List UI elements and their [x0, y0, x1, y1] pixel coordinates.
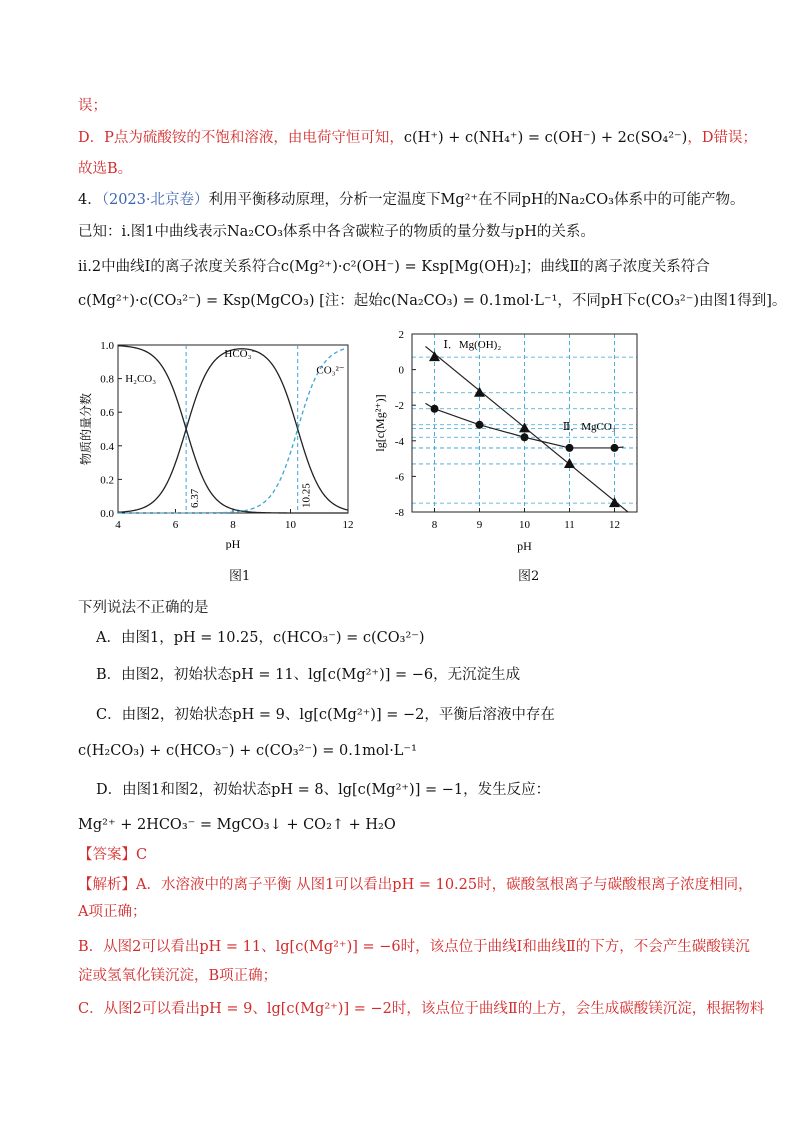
- fig2-y-tick-label: -4: [394, 435, 404, 448]
- fig1-x-axis-label: pH: [225, 537, 241, 550]
- fig2-x-tick-label: 10: [519, 519, 530, 531]
- question-stem: [78, 190, 744, 210]
- option-a: A．由图1，pH = 10.25，c(HCO₃⁻) = c(CO₃²⁻): [96, 630, 425, 646]
- fig2-point-mgco3: [566, 444, 574, 452]
- fig2-point-mgco3: [476, 421, 484, 429]
- fig1-y-tick-label: 0.8: [100, 373, 114, 386]
- question-stem-text: 利用平衡移动原理，分析一定温度下Mg²⁺在不同pH的Na₂CO₃体系中的可能产物。: [208, 192, 745, 208]
- fig2-label-curve-2: Ⅱ．MgCO₃: [562, 421, 616, 434]
- fig2-y-tick-label: -6: [394, 471, 404, 484]
- top-line-2-c: ，D错误；: [687, 130, 757, 146]
- top-line-2: [78, 128, 757, 148]
- fig1-x-tick-label: 10: [285, 519, 296, 531]
- figure-2-chart: [372, 322, 652, 557]
- top-line-3: 故选B。: [78, 161, 133, 177]
- question-prompt: 下列说法不正确的是: [78, 600, 209, 616]
- analysis-a-1: [78, 875, 753, 895]
- fig2-x-tick-label: 12: [609, 519, 620, 531]
- analysis-b-1: B．从图2可以看出pH = 11、lg[c(Mg²⁺)] = −6时，该点位于曲线Ⅰ和曲线Ⅱ的下方，不会产生碳酸镁沉: [78, 939, 750, 955]
- fig1-y-tick-label: 0.4: [100, 440, 114, 453]
- analysis-tag: 【解析】: [78, 877, 136, 893]
- question-source: （2023·北京卷）: [101, 192, 209, 208]
- fig2-point-mgoh2: [474, 387, 485, 397]
- fig2-x-tick-label: 8: [431, 519, 438, 531]
- fig2-point-mgco3: [611, 444, 619, 452]
- figure-1-caption: 图1: [229, 569, 251, 584]
- fig2-label-curve-1: Ⅰ．Mg(OH)₂: [443, 339, 502, 352]
- fig2-point-mgoh2: [429, 351, 440, 361]
- fig1-y-axis-label: 物质的量分数: [79, 392, 93, 466]
- top-line-2-eq: c(H⁺) + c(NH₄⁺) = c(OH⁻) + 2c(SO₄²⁻): [403, 130, 688, 146]
- analysis-a-2: A项正确；: [78, 904, 147, 920]
- answer-value: C: [136, 847, 148, 863]
- fig1-y-tick-label: 0.2: [100, 474, 114, 487]
- fig2-y-tick-label: -8: [394, 507, 404, 519]
- fig1-x-tick-label: 12: [342, 519, 354, 531]
- fig1-y-tick-label: 1.0: [100, 340, 114, 352]
- fig2-x-tick-label: 11: [564, 519, 575, 531]
- known-2: ii.2中曲线Ⅰ的离子浓度关系符合c(Mg²⁺)·c²(OH⁻) = Ksp[Mg(OH)₂]；曲线Ⅱ的离子浓度关系符合: [78, 259, 710, 275]
- known-1: 已知：i.图1中曲线表示Na₂CO₃体系中各含碳粒子的物质的量分数与pH的关系。: [78, 224, 595, 240]
- fig2-point-mgco3: [521, 433, 529, 441]
- option-c-1: C．由图2，初始状态pH = 9、lg[c(Mg²⁺)] = −2，平衡后溶液中存在: [96, 707, 555, 723]
- top-line-1: 误；: [78, 98, 107, 114]
- answer: [78, 845, 147, 865]
- figure-2-caption: 图2: [518, 569, 540, 584]
- fig1-y-tick-label: 0.6: [100, 407, 114, 420]
- figure-1: [78, 330, 378, 554]
- fig1-pka-label: 6.37: [189, 488, 202, 508]
- option-c-2: c(H₂CO₃) + c(HCO₃⁻) + c(CO₃²⁻) = 0.1mol·L⁻¹: [78, 743, 417, 759]
- known-3: c(Mg²⁺)·c(CO₃²⁻) = Ksp(MgCO₃) [注：起始c(Na₂CO₃) = 0.1mol·L⁻¹，不同pH下c(CO₃²⁻)由图1得到]。: [78, 293, 787, 309]
- fig2-x-tick-label: 9: [476, 519, 483, 531]
- analysis-c-1: C．从图2可以看出pH = 9、lg[c(Mg²⁺)] = −2时，该点位于曲线Ⅱ的上方，会生成碳酸镁沉淀，根据物料: [78, 1001, 765, 1017]
- fig1-curve-1: [118, 346, 348, 513]
- answer-tag: 【答案】: [78, 847, 136, 863]
- option-b: B．由图2，初始状态pH = 11、lg[c(Mg²⁺)] = −6，无沉淀生成: [96, 667, 521, 683]
- fig1-pka-label: 10.25: [300, 483, 313, 508]
- analysis-b-2: 淀或氢氧化镁沉淀，B项正确；: [78, 968, 278, 984]
- figure-1-chart: [78, 330, 378, 550]
- fig1-series-label-co3: CO₃²⁻: [316, 364, 345, 377]
- option-d-1: D．由图1和图2，初始状态pH = 8、lg[c(Mg²⁺)] = −1，发生反应：: [96, 782, 551, 798]
- fig2-y-tick-label: 2: [398, 329, 404, 341]
- fig2-point-mgco3: [431, 405, 439, 413]
- fig2-y-tick-label: -2: [394, 400, 404, 413]
- fig1-x-tick-label: 8: [230, 519, 236, 531]
- fig1-plot-frame: [118, 345, 348, 513]
- top-line-2-a: D．P点为硫酸铵的不饱和溶液，由电荷守恒可知，: [78, 130, 404, 146]
- fig1-series-label-hco3: HCO₃⁻: [224, 347, 258, 360]
- figure-2: [372, 322, 652, 561]
- fig2-point-mgoh2: [564, 458, 575, 468]
- fig2-y-tick-label: 0: [398, 364, 404, 377]
- fig1-series-label-h2co3: H₂CO₃: [125, 372, 157, 385]
- fig1-y-tick-label: 0.0: [100, 508, 114, 520]
- fig1-x-tick-label: 4: [115, 519, 121, 531]
- option-d-2: Mg²⁺ + 2HCO₃⁻ = MgCO₃↓ + CO₂↑ + H₂O: [78, 817, 396, 833]
- fig2-x-axis-label: pH: [517, 539, 532, 553]
- analysis-a-text: A．水溶液中的离子平衡 从图1可以看出pH = 10.25时，碳酸氢根离子与碳酸根离子浓度相同，: [136, 877, 753, 893]
- fig1-x-tick-label: 6: [172, 519, 179, 531]
- fig2-point-mgoh2: [609, 497, 620, 507]
- question-number: 4．: [78, 192, 102, 208]
- fig2-y-axis-label: lg[c(Mg²⁺)]: [373, 394, 387, 452]
